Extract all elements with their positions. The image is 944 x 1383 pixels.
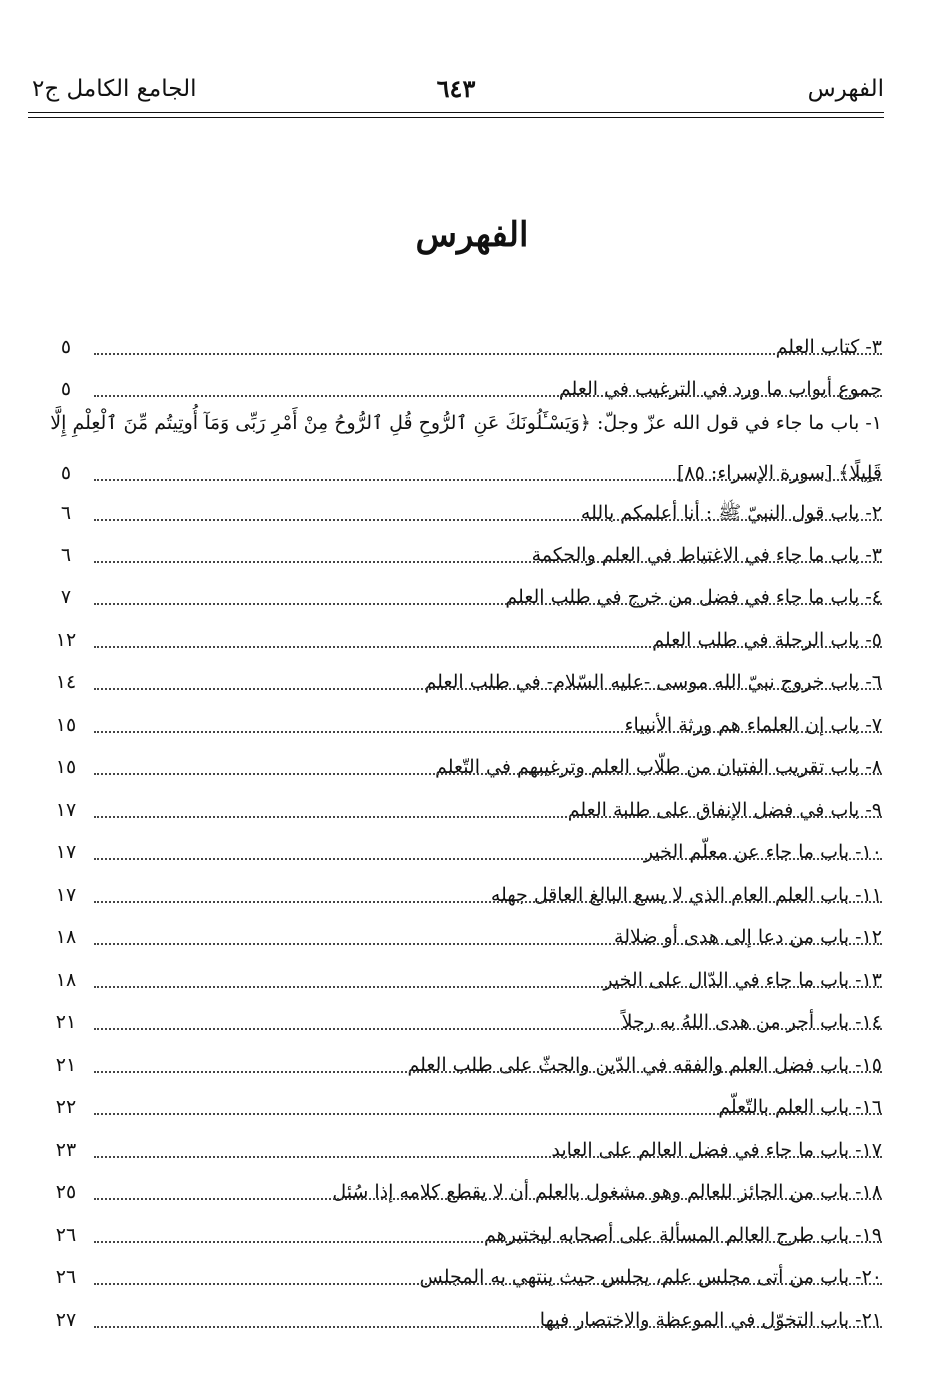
toc-entry-page: ٢٦: [55, 1266, 77, 1288]
toc-entry: [46, 1297, 882, 1339]
toc-entry-title: ٩- باب في فضل الإنفاق على طلبة العلم: [562, 797, 882, 823]
leader-dots: [94, 1071, 882, 1073]
toc-entry-page: ١٥: [55, 756, 77, 778]
toc-entry-title: ٤- باب ما جاء في فضل من خرج في طلب العلم: [499, 584, 882, 610]
toc-entry-title: ١٣- باب ما جاء في الدّال على الخير: [597, 967, 882, 993]
toc-entry-page: ٢٥: [55, 1181, 77, 1203]
toc-entry: [46, 702, 882, 744]
leader-dots: [94, 858, 882, 860]
toc-entry: [46, 617, 882, 659]
leader-dots: [94, 519, 882, 521]
toc-entry-page: ١٧: [55, 799, 77, 821]
header-rule-thick: [28, 112, 884, 113]
toc-entry-title: ٣- كتاب العلم: [770, 334, 882, 360]
toc-entry: [46, 490, 882, 532]
running-header: [28, 70, 884, 114]
header-section-title: الفهرس: [807, 76, 884, 102]
leader-dots: [94, 353, 882, 355]
toc-entry: [46, 1212, 882, 1254]
leader-dots: [94, 1028, 882, 1030]
toc-entry-title: ١٧- باب ما جاء في فضل العالم على العابد: [545, 1137, 882, 1163]
leader-dots: [94, 731, 882, 733]
toc-entry-title: قَلِيلًا﴾ [سورة الإسراء: ٨٥]: [671, 460, 882, 486]
toc-entry-page: ١٢: [55, 629, 77, 651]
toc-entry: [46, 659, 882, 701]
toc-entry: [46, 914, 882, 956]
toc-entry-title: ٥- باب الرحلة في طلب العلم: [646, 627, 882, 653]
toc-entry: [46, 829, 882, 871]
toc-entry-page: ١٧: [55, 884, 77, 906]
leader-dots: [94, 646, 882, 648]
toc-entry-title: ١٠- باب ما جاء عن معلّم الخير: [638, 839, 882, 865]
leader-dots: [94, 1198, 882, 1200]
toc-entry-page: ٢٧: [55, 1309, 77, 1331]
toc-entry-title: ٣- باب ما جاء في الاغتباط في العلم والحكمة: [526, 542, 882, 568]
toc-entry: [46, 324, 882, 366]
toc-entry-page: ٧: [60, 586, 72, 608]
toc-entry-title: ١٦- باب العلم بالتّعلّم: [712, 1094, 882, 1120]
toc-entry-page: ١٤: [55, 671, 77, 693]
toc-entry-title: ١١- باب العلم العام الذي لا يسع البالغ العاقل جهله: [485, 882, 882, 908]
leader-dots: [94, 1283, 882, 1285]
leader-dots: [94, 1326, 882, 1328]
toc-entry-title: ١٥- باب فضل العلم والفقه في الدّين والحثّ على طلب العلم: [401, 1052, 882, 1078]
leader-dots: [94, 479, 882, 481]
toc-entry-title: ٢- باب قول النبيّ ﷺ : أنا أعلمكم بالله: [575, 500, 882, 526]
leader-dots: [94, 603, 882, 605]
leader-dots: [94, 561, 882, 563]
toc-entry-title: ٦- باب خروج نبيّ الله موسى -عليه السّلام- في طلب العلم: [419, 669, 882, 695]
leader-dots: [94, 688, 882, 690]
toc-entry-multiline: [46, 406, 882, 492]
toc-entry-page: ٢١: [55, 1054, 77, 1076]
toc-entry: [46, 1254, 882, 1296]
toc-entry-page: ٦: [60, 544, 72, 566]
leader-dots: [94, 773, 882, 775]
toc-entry: [46, 366, 882, 408]
toc-entry-title: ١٩- باب طرح العالم المسألة على أصحابه ليختبرهم: [478, 1222, 882, 1248]
toc-entry-page: ٥: [60, 378, 72, 400]
toc-entry: [46, 1127, 882, 1169]
toc-entry-page: ٦: [60, 502, 72, 524]
toc-entry: [46, 957, 882, 999]
toc-entry-page: ١٨: [55, 926, 77, 948]
leader-dots: [94, 986, 882, 988]
leader-dots: [94, 816, 882, 818]
toc-entry-page: ١٨: [55, 969, 77, 991]
header-book-title: الجامع الكامل ج٢: [32, 76, 197, 102]
leader-dots: [94, 395, 882, 397]
header-page-number: ٦٤٣: [436, 74, 476, 103]
toc-entry: [46, 574, 882, 616]
toc-entry-page: ٥: [60, 462, 72, 484]
toc-entry: [46, 999, 882, 1041]
toc-entry: [46, 744, 882, 786]
leader-dots: [94, 1113, 882, 1115]
toc-entry-page: ٥: [60, 336, 72, 358]
toc-entry-title: ١٢- باب من دعا إلى هدى أو ضلالة: [608, 924, 882, 950]
leader-dots: [94, 1241, 882, 1243]
toc-entry-page: ١٧: [55, 841, 77, 863]
page-title: الفهرس: [415, 215, 529, 255]
toc-entry-page: ٢٣: [55, 1139, 77, 1161]
toc-entry: [46, 1084, 882, 1126]
toc-entry-title: جموع أبواب ما ورد في الترغيب في العلم: [553, 376, 882, 402]
toc-entry: [46, 1042, 882, 1084]
toc-entry-page: ٢١: [55, 1011, 77, 1033]
toc-entry-title: ١٤- باب أجر من هدى اللهُ به رجلاً: [616, 1009, 882, 1035]
toc-entry-title: ٢١- باب التخوّل في الموعظة والاختصار فيها: [534, 1307, 882, 1333]
toc-entry-title: ٢٠- باب من أتى مجلس علم، يجلس حيث ينتهي به المجلس: [414, 1264, 882, 1290]
leader-dots: [94, 901, 882, 903]
leader-dots: [94, 943, 882, 945]
toc-entry-title: ٧- باب إن العلماء هم ورثة الأنبياء: [619, 712, 882, 738]
toc-entry-page: ٢٦: [55, 1224, 77, 1246]
toc-entry: [46, 532, 882, 574]
leader-dots: [94, 1156, 882, 1158]
toc-entry-title: ٨- باب تقريب الفتيان من طلّاب العلم وترغيبهم في التّعلم: [429, 754, 882, 780]
toc-entry-page: ٢٢: [55, 1096, 77, 1118]
toc-entry-title-line1: ١- باب ما جاء في قول الله عزّ وجلّ: ﴿وَيَسْـَٔلُونَكَ عَنِ ٱلرُّوحِ قُلِ ٱلرُّوحُ مِنْ أَمْرِ رَبِّى وَمَآ أُوتِيتُم مِّنَ ٱلْعِلْمِ إِلَّا: [50, 412, 882, 434]
toc-entry: [46, 872, 882, 914]
toc-entry: [46, 1169, 882, 1211]
header-rule-thin: [28, 117, 884, 118]
toc-entry: [46, 787, 882, 829]
toc-entry-page: ١٥: [55, 714, 77, 736]
toc-entry-title: ١٨- باب من الجائز للعالم وهو مشغول بالعلم أن لا يقطع كلامه إذا سُئل: [326, 1179, 882, 1205]
